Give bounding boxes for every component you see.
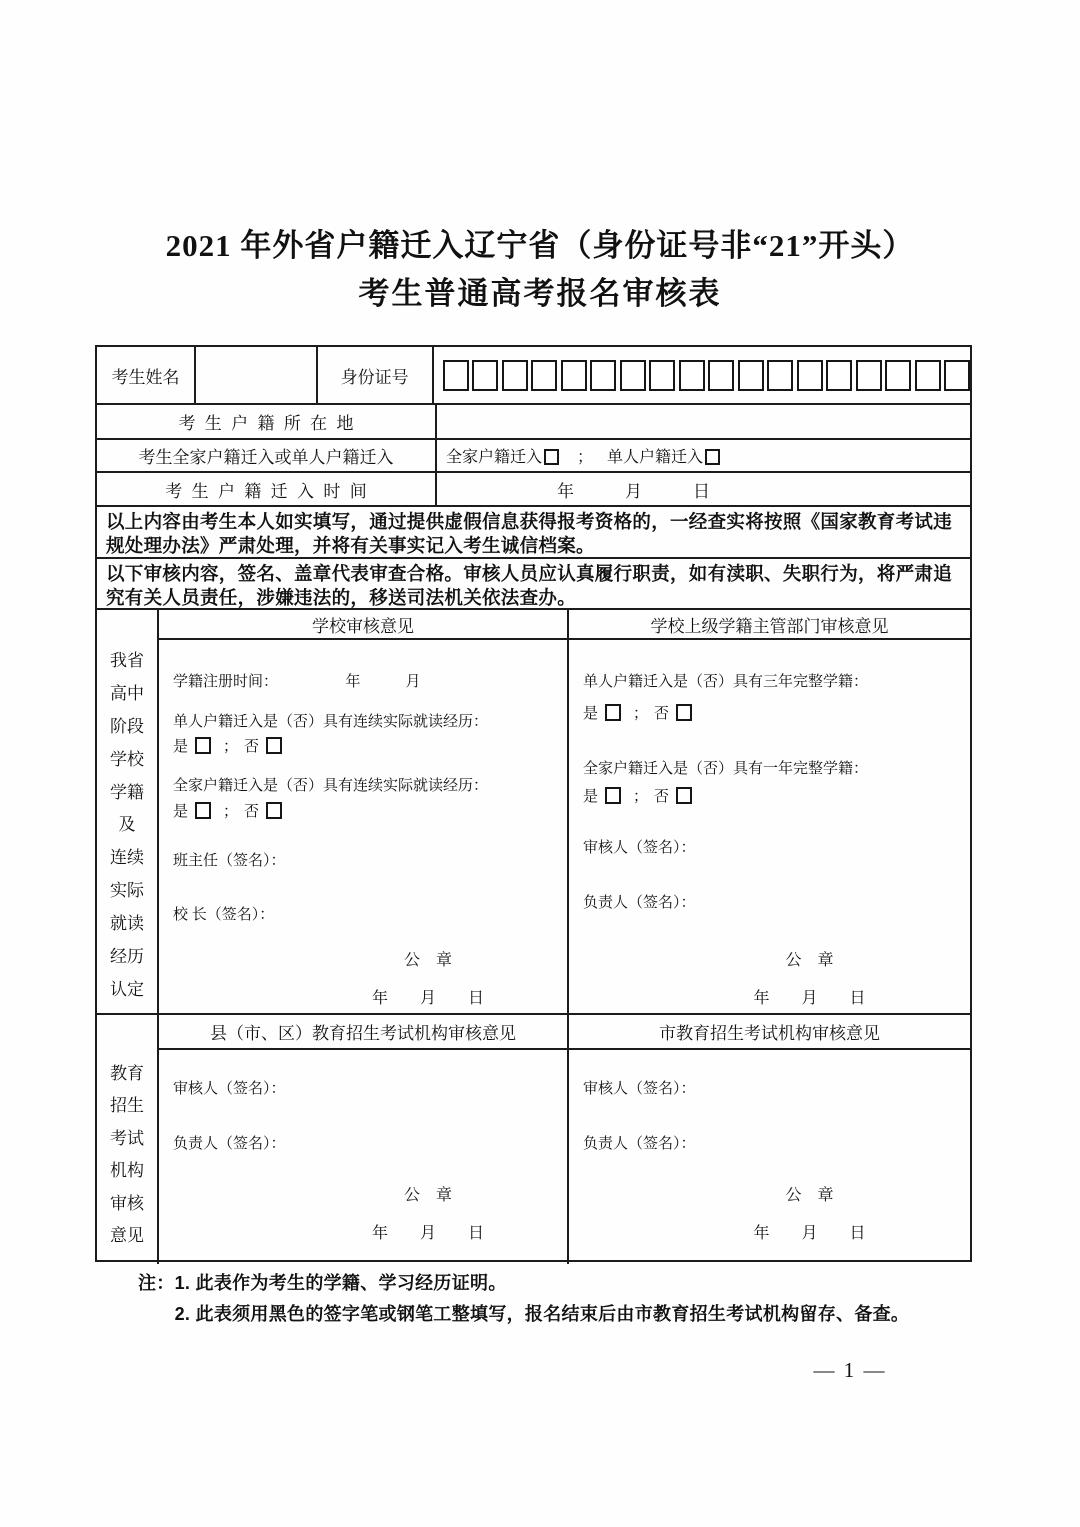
bureau-section <box>97 1015 970 1264</box>
manager-signature-line: 负责人（签名）： <box>583 1136 696 1152</box>
id-digit-box[interactable] <box>856 360 882 391</box>
county-review-column <box>159 1015 569 1264</box>
candidate-name-label: 考生姓名 <box>97 347 196 403</box>
yes-label: 是 <box>583 706 599 722</box>
no-label: 否 <box>244 804 260 820</box>
no-checkbox[interactable] <box>676 787 692 804</box>
side-label-item: 学籍 <box>110 782 144 802</box>
family-move-option-label: 全家户籍迁入 <box>446 449 543 466</box>
side-label-item: 阶段 <box>110 716 144 736</box>
id-number-cell <box>434 347 971 403</box>
residence-input-cell[interactable] <box>437 405 970 438</box>
dept-review-body <box>569 640 970 1013</box>
side-label-item: 学校 <box>110 749 144 769</box>
yes-label: 是 <box>583 789 599 805</box>
id-number-boxes <box>443 360 971 391</box>
id-digit-box[interactable] <box>649 360 675 391</box>
row-move-type <box>97 440 970 473</box>
side-label-item: 审核 <box>110 1193 144 1213</box>
id-digit-box[interactable] <box>944 360 970 391</box>
id-digit-box[interactable] <box>885 360 911 391</box>
notes-block <box>138 1268 909 1330</box>
reviewer-signature-line: 审核人（签名）： <box>583 1081 696 1097</box>
city-review-header: 市教育招生考试机构审核意见 <box>569 1015 970 1050</box>
school-review-body <box>159 640 567 1013</box>
no-label: 否 <box>654 706 670 722</box>
school-section <box>97 610 970 1015</box>
side-label-item: 教育 <box>110 1064 144 1083</box>
side-label-item: 招生 <box>110 1096 144 1116</box>
official-seal-placeholder: 公 章 <box>403 1187 452 1204</box>
reviewer-signature-line: 审核人（签名）： <box>583 840 696 856</box>
row-residence <box>97 405 970 440</box>
yes-checkbox[interactable] <box>605 787 621 804</box>
move-type-options <box>437 440 970 471</box>
side-label-item: 意见 <box>110 1225 144 1245</box>
id-digit-box[interactable] <box>767 360 793 391</box>
page-number: — 1 — <box>813 1358 887 1382</box>
single-move-checkbox[interactable] <box>705 449 720 465</box>
id-digit-box[interactable] <box>679 360 705 391</box>
no-checkbox[interactable] <box>676 704 692 721</box>
yes-label: 是 <box>173 739 189 755</box>
move-type-label: 考生全家户籍迁入或单人户籍迁入 <box>97 440 437 471</box>
move-time-date-placeholder[interactable]: 年 月 日 <box>557 481 710 501</box>
date-placeholder: 年 月 日 <box>753 1225 866 1242</box>
family-move-answer <box>583 785 964 806</box>
id-digit-box[interactable] <box>561 360 587 391</box>
manager-signature-line: 负责人（签名）： <box>173 1136 286 1152</box>
id-digit-box[interactable] <box>590 360 616 391</box>
school-section-side-label <box>97 610 159 1013</box>
family-move-checkbox[interactable] <box>544 449 559 465</box>
answer-separator: ； <box>223 804 239 820</box>
side-label-item: 考试 <box>110 1128 144 1148</box>
options-separator: ； <box>577 449 594 466</box>
family-move-question: 全家户籍迁入是（否）具有一年完整学籍： <box>583 761 869 777</box>
side-label-item: 经历 <box>110 947 144 967</box>
county-review-body <box>159 1050 567 1264</box>
id-digit-box[interactable] <box>472 360 498 391</box>
no-checkbox[interactable] <box>266 802 282 819</box>
no-checkbox[interactable] <box>266 737 282 754</box>
id-digit-box[interactable] <box>620 360 646 391</box>
side-label-item: 及 <box>118 815 136 835</box>
id-digit-box[interactable] <box>502 360 528 391</box>
review-table <box>95 345 972 1262</box>
date-placeholder: 年 月 日 <box>753 990 866 1007</box>
id-number-label: 身份证号 <box>318 347 434 403</box>
yes-checkbox[interactable] <box>195 802 211 819</box>
school-review-column <box>159 610 569 1013</box>
yes-checkbox[interactable] <box>605 704 621 721</box>
official-seal-placeholder: 公 章 <box>785 952 834 969</box>
side-label-item: 实际 <box>110 881 144 901</box>
notes-prefix: 注： <box>138 1273 175 1293</box>
school-review-header: 学校审核意见 <box>159 610 567 640</box>
side-label-item: 我省 <box>110 651 144 670</box>
side-label-item: 就读 <box>110 914 144 934</box>
id-digit-box[interactable] <box>738 360 764 391</box>
no-label: 否 <box>244 739 260 755</box>
single-move-question: 单人户籍迁入是（否）具有连续实际就读经历： <box>173 714 489 730</box>
row-name-id <box>97 347 970 405</box>
note-item: 2. 此表须用黑色的签字笔或钢笔工整填写，报名结束后由市教育招生考试机构留存、备查。 <box>174 1304 910 1324</box>
single-move-option-label: 单人户籍迁入 <box>607 449 704 466</box>
county-review-header: 县（市、区）教育招生考试机构审核意见 <box>159 1015 567 1050</box>
official-seal-placeholder: 公 章 <box>403 952 452 969</box>
bureau-section-side-label <box>97 1015 159 1264</box>
candidate-name-input-cell[interactable] <box>196 347 318 403</box>
registration-time-line: 学籍注册时间： 年 月 <box>173 674 421 690</box>
side-label-item: 机构 <box>110 1161 144 1181</box>
single-move-answer <box>173 735 561 756</box>
city-review-column <box>569 1015 970 1264</box>
id-digit-box[interactable] <box>915 360 941 391</box>
manager-signature-line: 负责人（签名）： <box>583 895 696 911</box>
page-title-line2: 考生普通高考报名审核表 <box>358 276 722 311</box>
note-item: 1. 此表作为考生的学籍、学习经历证明。 <box>174 1273 507 1293</box>
side-label-item: 连续 <box>110 848 144 868</box>
notice-review-statement: 以下审核内容，签名、盖章代表审查合格。审核人员应认真履行职责，如有渎职、失职行为，将严肃追究有关人员责任，涉嫌违法的，移送司法机关依法查办。 <box>97 559 970 610</box>
answer-separator: ； <box>633 789 649 805</box>
residence-label: 考生户籍所在地 <box>97 405 437 438</box>
id-digit-box[interactable] <box>708 360 734 391</box>
page-title-line1: 2021 年外省户籍迁入辽宁省（身份证号非“21”开头） <box>165 228 915 263</box>
dept-review-column <box>569 610 970 1013</box>
teacher-signature-line: 班主任（签名）： <box>173 853 286 869</box>
id-digit-box[interactable] <box>443 360 469 391</box>
move-time-label: 考生户籍迁入时间 <box>97 473 437 505</box>
row-move-time <box>97 473 970 507</box>
side-label-item: 高中 <box>110 683 144 703</box>
yes-checkbox[interactable] <box>195 737 211 754</box>
reviewer-signature-line: 审核人（签名）： <box>173 1081 286 1097</box>
dept-review-header: 学校上级学籍主管部门审核意见 <box>569 610 970 640</box>
date-placeholder: 年 月 日 <box>371 1225 484 1242</box>
single-move-answer <box>583 702 964 723</box>
id-digit-box[interactable] <box>797 360 823 391</box>
side-label-item: 认定 <box>110 979 144 999</box>
id-digit-box[interactable] <box>531 360 557 391</box>
date-placeholder: 年 月 日 <box>371 990 484 1007</box>
family-move-question: 全家户籍迁入是（否）具有连续实际就读经历： <box>173 778 489 794</box>
notice-self-declaration: 以上内容由考生本人如实填写，通过提供虚假信息获得报考资格的，一经查实将按照《国家教育考试违规处理办法》严肃处理，并将有关事实记入考生诚信档案。 <box>97 507 970 559</box>
family-move-answer <box>173 800 561 821</box>
id-digit-box[interactable] <box>826 360 852 391</box>
no-label: 否 <box>654 789 670 805</box>
principal-signature-line: 校 长（签名）： <box>173 907 275 923</box>
yes-label: 是 <box>173 804 189 820</box>
answer-separator: ； <box>633 706 649 722</box>
official-seal-placeholder: 公 章 <box>785 1187 834 1204</box>
single-move-question: 单人户籍迁入是（否）具有三年完整学籍： <box>583 674 869 690</box>
city-review-body <box>569 1050 970 1264</box>
answer-separator: ； <box>223 739 239 755</box>
